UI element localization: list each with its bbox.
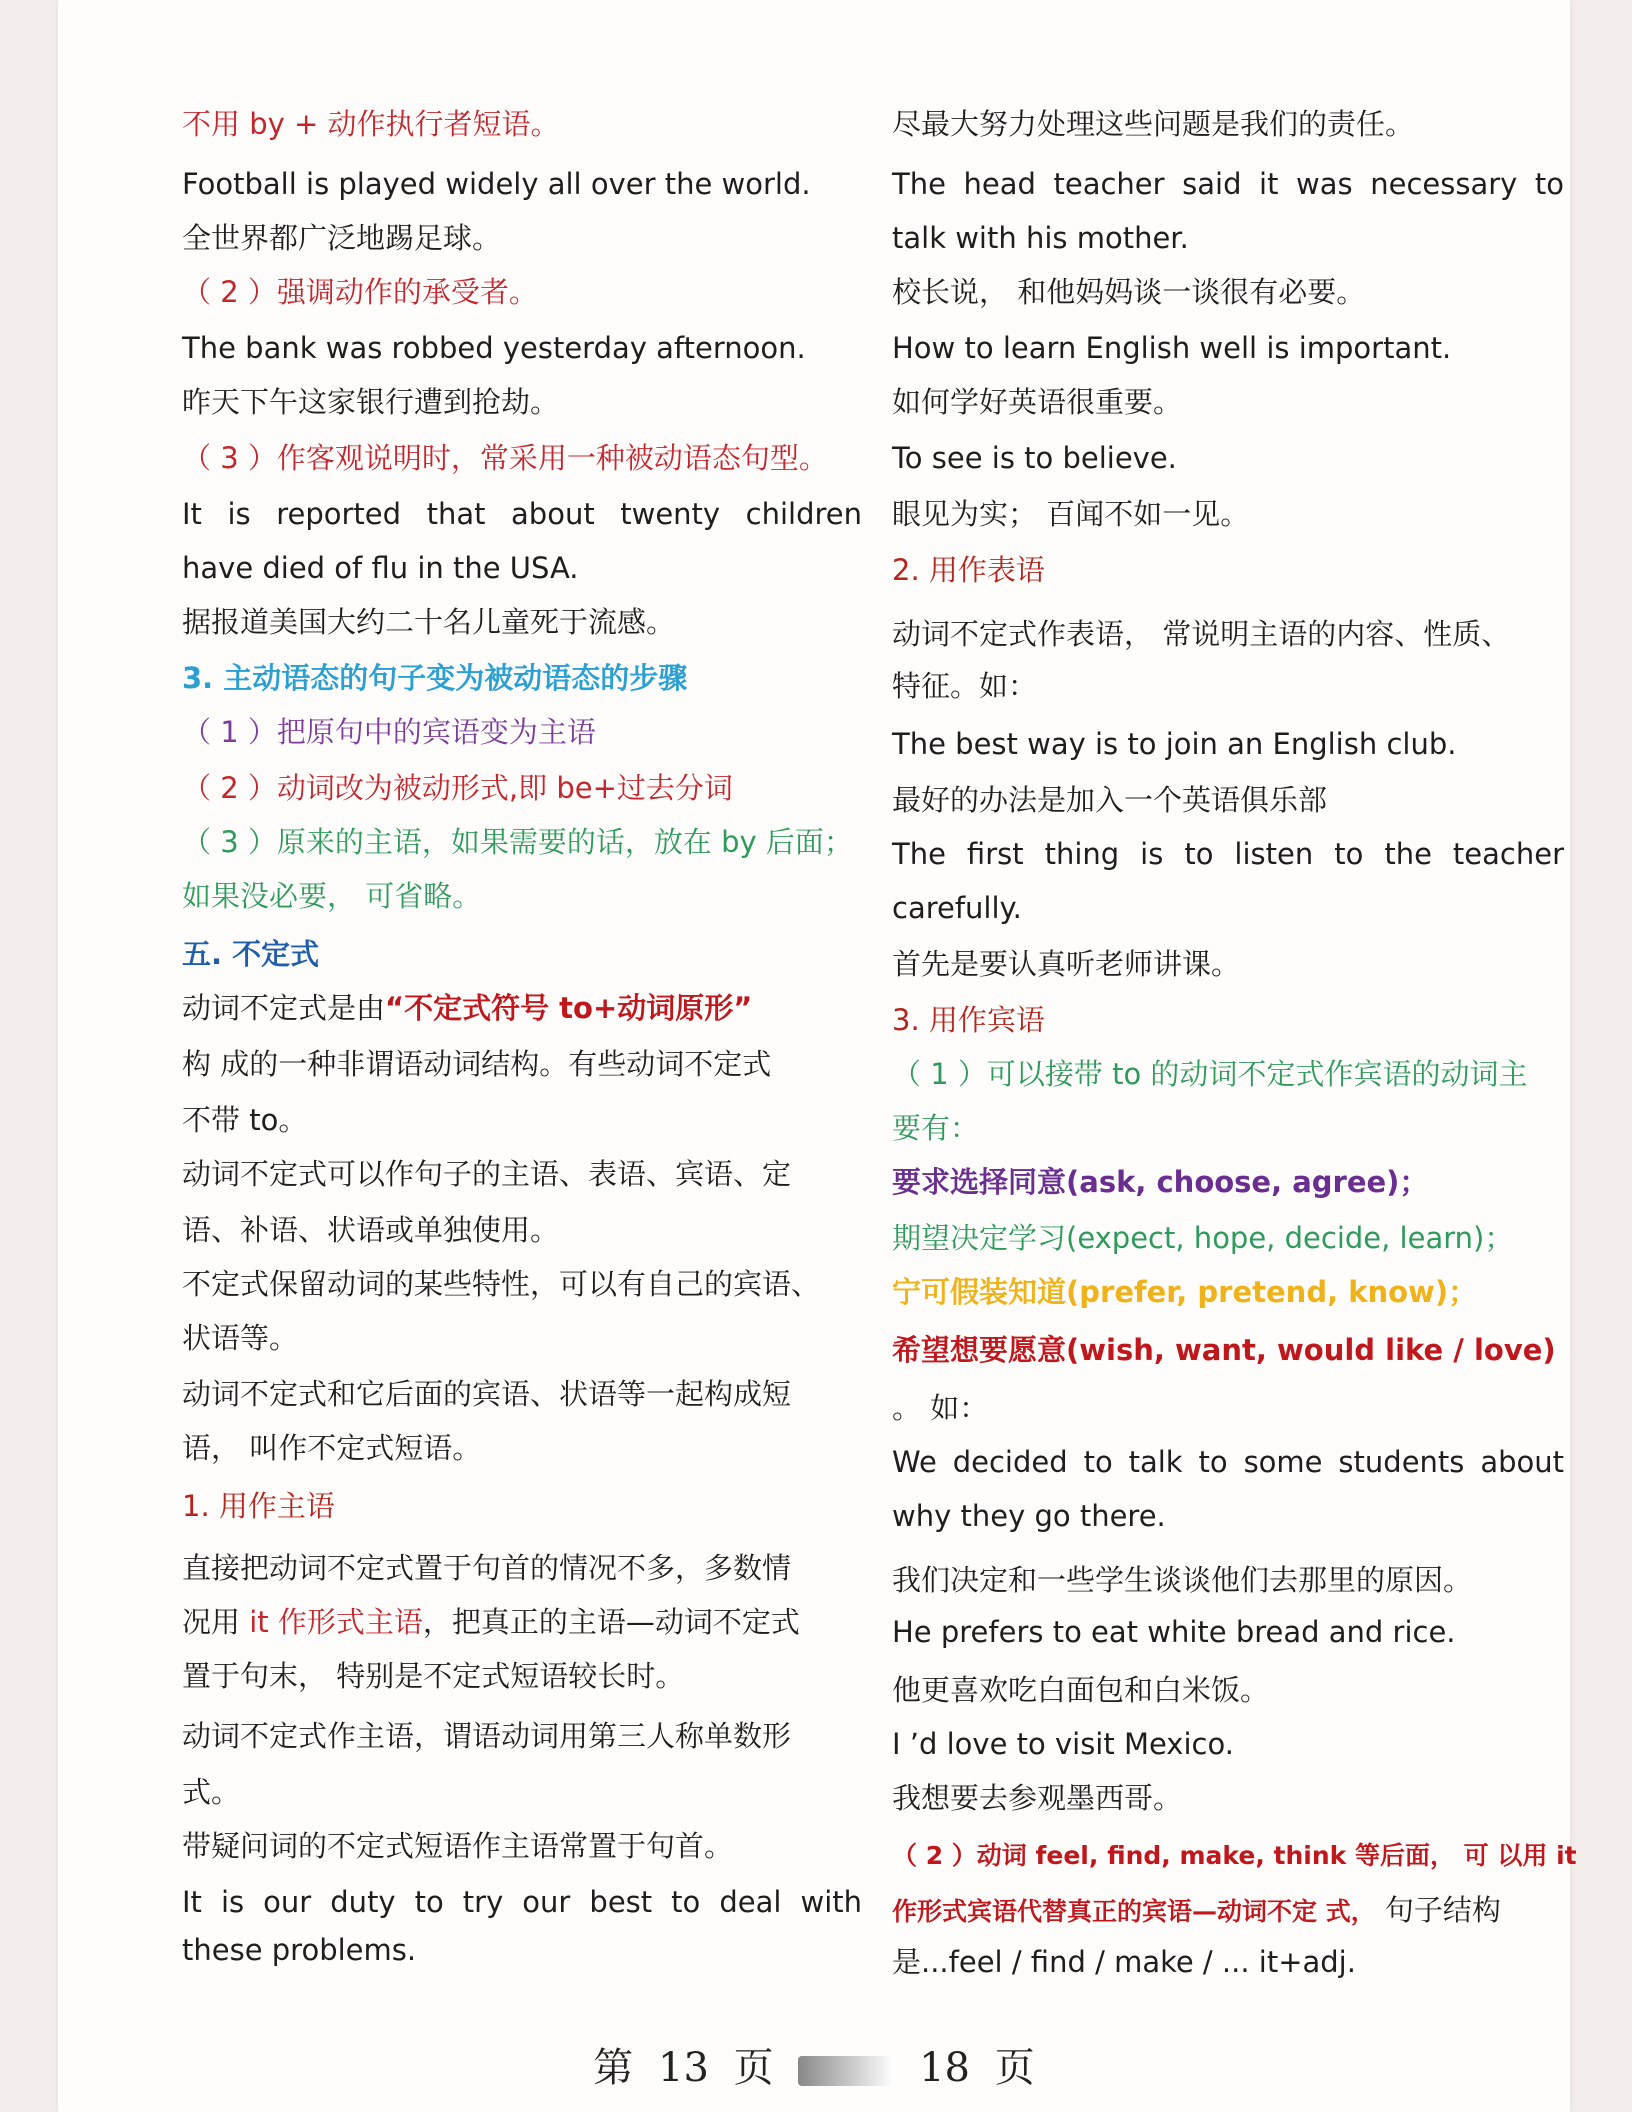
redaction-mask [798,2056,894,2086]
right-line: 尽最大努力处理这些问题是我们的责任。 [892,107,1415,141]
right-line: 。 如： [892,1391,989,1425]
left-line: （ 2 ）动词改为被动形式,即 be+过去分词 [182,771,733,805]
right-line: 宁可假装知道(prefer, pretend, know)； [892,1275,1478,1309]
left-line-segment: 动词不定式是由 [182,991,386,1025]
right-line: 要求选择同意(ask, choose, agree)； [892,1165,1429,1199]
right-line: 要有： [892,1111,980,1145]
left-line: 直接把动词不定式置于句首的情况不多，多数情 [182,1551,792,1585]
right-line: The first thing is to listen to the teacher [892,837,1564,871]
left-line: these problems. [182,1933,417,1967]
left-line: 语、补语、状语或单独使用。 [182,1213,560,1247]
left-line: 如果没必要， 可省略。 [182,879,482,913]
left-line: 置于句末， 特别是不定式短语较长时。 [182,1659,685,1693]
left-line: 动词不定式作主语，谓语动词用第三人称单数形 [182,1719,792,1753]
right-line: 最好的办法是加入一个英语俱乐部 [892,783,1328,817]
left-line: 动词不定式和它后面的宾语、状语等一起构成短 [182,1377,792,1411]
right-line: The head teacher said it was necessary to [892,167,1564,201]
page-footer [58,2036,1570,2093]
right-line: 期望决定学习(expect, hope, decide, learn)； [892,1221,1514,1255]
left-line [182,1602,800,1642]
left-line: 1. 用作主语 [182,1489,335,1523]
left-line: 动词不定式可以作句子的主语、表语、宾语、定 [182,1157,792,1191]
left-line: 语， 叫作不定式短语。 [182,1431,482,1465]
right-line: I ’d love to visit Mexico. [892,1727,1234,1761]
right-line: 我们决定和一些学生谈谈他们去那里的原因。 [892,1563,1473,1597]
left-line: 不定式保留动词的某些特性，可以有自己的宾语、 [182,1267,821,1301]
left-line: （ 1 ）把原句中的宾语变为主语 [182,715,596,749]
page-mid-label: 页 [733,2045,774,2091]
right-line: 首先是要认真听老师讲课。 [892,947,1241,981]
left-line: 不带 to。 [182,1103,308,1137]
right-line: （ 2 ）动词 feel, find, make, think 等后面， 可 以用 it [892,1841,1577,1870]
right-line: 校长说， 和他妈妈谈一谈很有必要。 [892,275,1366,309]
left-line: （ 2 ）强调动作的承受者。 [182,275,538,309]
left-line: It is reported that about twenty children [182,497,862,531]
left-line: Football is played widely all over the world. [182,167,811,201]
left-line: 据报道美国大约二十名儿童死于流感。 [182,605,676,639]
right-line: To see is to believe. [892,441,1177,475]
right-line: He prefers to eat white bread and rice. [892,1615,1456,1649]
right-line: 3. 用作宾语 [892,1003,1045,1037]
left-line: （ 3 ）原来的主语，如果需要的话，放在 by 后面； [182,825,853,859]
left-line: The bank was robbed yesterday afternoon. [182,331,806,365]
right-line: 特征。如： [892,669,1038,703]
left-line: 3. 主动语态的句子变为被动语态的步骤 [182,661,688,695]
right-line: 动词不定式作表语， 常说明主语的内容、性质、 [892,617,1511,651]
right-line-segment: 作形式宾语代替真正的宾语—动词不定 式， [892,1897,1376,1926]
left-line-segment: “不定式符号 to+动词原形” [385,991,753,1025]
left-line: It is our duty to try our best to deal with [182,1885,862,1919]
right-line: We decided to talk to some students about [892,1445,1564,1479]
current-page-number: 13 [658,2045,709,2091]
right-line-segment: 句子结构 [1375,1893,1501,1927]
total-page-number: 18 [919,2045,970,2091]
right-line: 眼见为实； 百闻不如一见。 [892,497,1250,531]
left-line-segment: 况用 [182,1605,250,1639]
right-line: 如何学好英语很重要。 [892,385,1183,419]
right-line: 他更喜欢吃白面包和白米饭。 [892,1673,1270,1707]
right-line: 是...feel / find / make / ... it+adj. [892,1945,1356,1979]
right-line: The best way is to join an English club. [892,727,1457,761]
left-line: 昨天下午这家银行遭到抢劫。 [182,385,560,419]
page-suffix: 页 [994,2045,1035,2091]
right-line: 2. 用作表语 [892,553,1045,587]
left-line: （ 3 ）作客观说明时，常采用一种被动语态句型。 [182,441,828,475]
left-line: 状语等。 [182,1321,299,1355]
left-line-segment: ，把真正的主语—动词不定式 [422,1605,800,1639]
left-line [182,988,752,1028]
right-line [892,1890,1501,1932]
right-line: talk with his mother. [892,221,1189,255]
right-line: How to learn English well is important. [892,331,1452,365]
right-line: （ 1 ）可以接带 to 的动词不定式作宾语的动词主 [892,1057,1528,1091]
left-line: 构 成的一种非谓语动词结构。有些动词不定式 [182,1047,772,1081]
left-line: 不用 by + 动作执行者短语。 [182,107,560,141]
page-prefix: 第 [593,2045,634,2091]
left-line: 五. 不定式 [182,937,320,971]
left-line: 全世界都广泛地踢足球。 [182,221,502,255]
left-line: 带疑问词的不定式短语作主语常置于句首。 [182,1829,734,1863]
right-line: 我想要去参观墨西哥。 [892,1781,1183,1815]
document-page [58,0,1577,2112]
left-line-segment: it 作形式主语 [249,1605,423,1639]
right-line: carefully. [892,891,1022,925]
left-line: have died of flu in the USA. [182,551,579,585]
left-line: 式。 [182,1775,241,1809]
right-line: why they go there. [892,1499,1166,1533]
right-line: 希望想要愿意(wish, want, would like / love) [892,1333,1556,1367]
